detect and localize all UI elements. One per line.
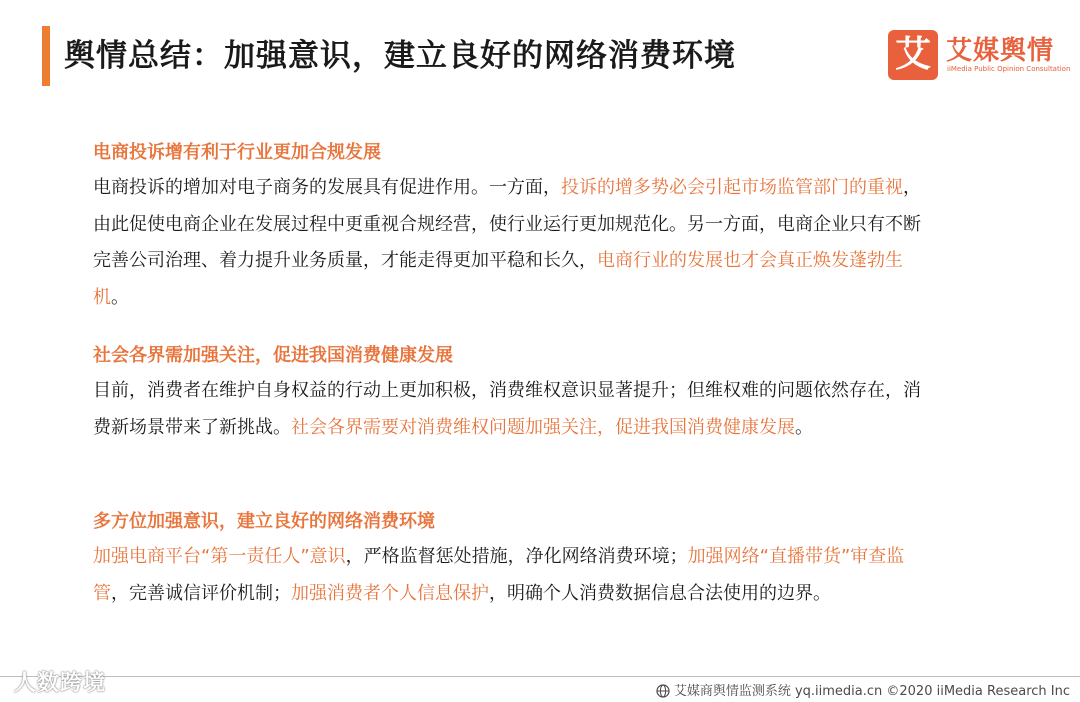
paragraph-text: 。	[795, 416, 813, 438]
paragraph-text: 目前，消费者在维护自身权益的行动上更加积极，消费维权意识显著提升；但维权难的问题依然存在，消费新场景带来了新挑战。	[93, 380, 921, 438]
globe-icon	[656, 684, 670, 698]
logo-mark-icon: 艾	[888, 30, 938, 80]
highlighted-text: 投诉的增多势必会引起市场监管部门的重视	[561, 177, 903, 198]
footer-source-text: 艾媒商舆情监测系统 yq.iimedia.cn ©2020 iiMedia Research Inc	[673, 684, 1070, 699]
brand-logo	[888, 30, 1071, 82]
section-paragraph	[93, 539, 923, 612]
section-awareness	[93, 509, 933, 612]
footer-divider	[0, 676, 1080, 677]
section-paragraph	[93, 373, 923, 446]
logo-name: 艾媒舆情	[946, 36, 1055, 66]
title-accent-bar	[42, 26, 50, 86]
section-heading: 多方位加强意识，建立良好的网络消费环境	[93, 511, 435, 532]
paragraph-text: 电商投诉的增加对电子商务的发展具有促进作用。一方面，	[93, 177, 561, 198]
paragraph-text: ，由此促使电商企业在发展过程中更重视合规经营，使行业运行更加规范化。另一方面，电商企业只有不断完善公司治理、着力提升业务质量，才能走得更加平稳和长久，	[93, 177, 921, 271]
paragraph-text: ，严格监督惩处措施，净化网络消费环境；	[345, 546, 688, 567]
highlighted-text: 电商行业的发展也才会真正焕发蓬勃生机	[93, 250, 903, 308]
highlighted-text: 社会各界需要对消费维权问题加强关注，促进我国消费健康发展	[291, 416, 795, 438]
logo-subtitle: iiMedia Public Opinion Consultation	[947, 65, 1071, 73]
watermark: 人数跨境	[14, 671, 107, 696]
paragraph-text: ，完善诚信评价机制；	[111, 582, 291, 604]
paragraph-text: ，明确个人消费数据信息合法使用的边界。	[489, 582, 831, 604]
highlighted-text: 加强消费者个人信息保护	[291, 582, 489, 604]
section-heading: 电商投诉增有利于行业更加合规发展	[93, 142, 381, 163]
footer-source	[656, 680, 1070, 699]
section-paragraph	[93, 170, 923, 316]
paragraph-text: 。	[111, 286, 129, 308]
page-title: 舆情总结：加强意识，建立良好的网络消费环境	[64, 38, 736, 74]
highlighted-text: 加强网络“直播带货”审查监管	[93, 546, 905, 604]
section-social-attention	[93, 343, 933, 446]
section-compliance	[93, 140, 933, 316]
section-heading: 社会各界需加强关注，促进我国消费健康发展	[93, 345, 453, 366]
highlighted-text: 加强电商平台“第一责任人”意识	[93, 546, 346, 567]
